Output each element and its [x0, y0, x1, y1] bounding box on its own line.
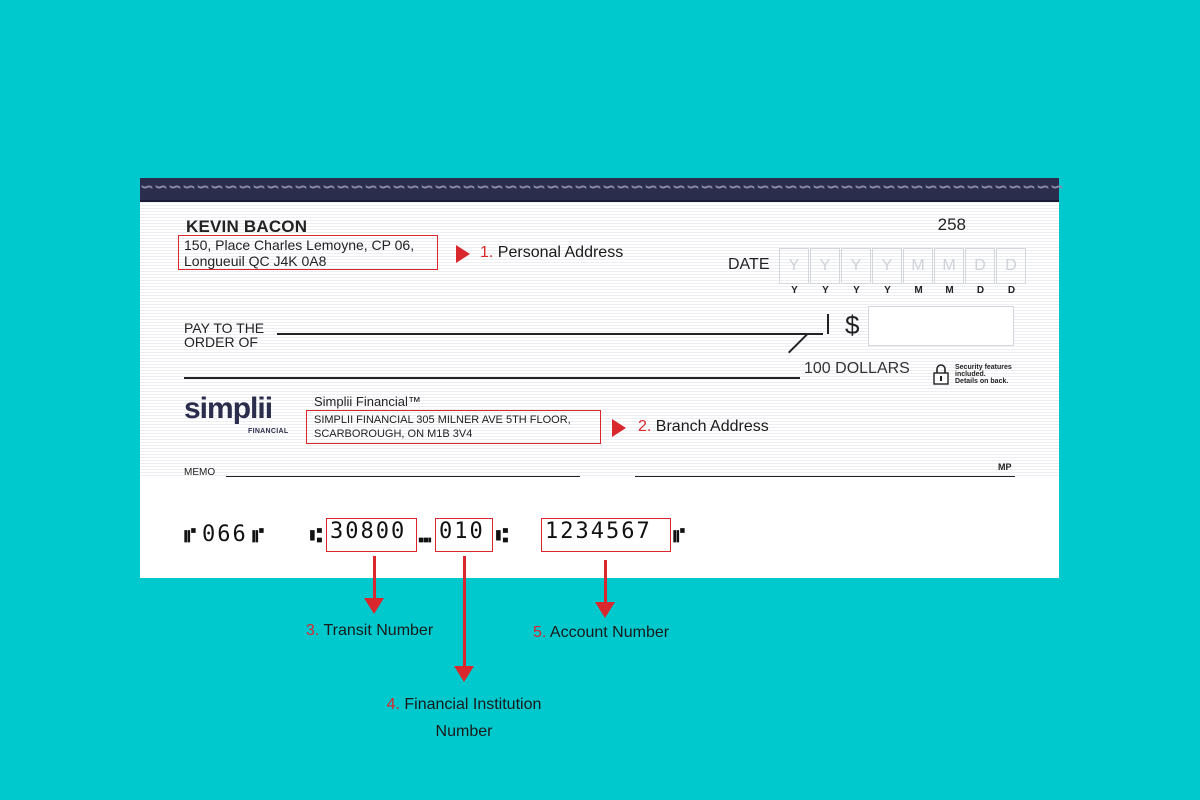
banner-wave-icon: ∽ — [602, 179, 616, 196]
banner-wave-icon: ∽ — [308, 179, 322, 196]
banner-wave-icon: ∽ — [966, 179, 980, 196]
pay-to-label-line2: ORDER OF — [184, 334, 258, 350]
date-box[interactable]: D — [965, 248, 995, 284]
banner-wave-icon: ∽ — [322, 179, 336, 196]
micr-cheque-number: 066 — [202, 522, 248, 547]
banner-wave-icon: ∽ — [154, 179, 168, 196]
banner-wave-icon: ∽ — [504, 179, 518, 196]
banner-wave-icon: ∽ — [392, 179, 406, 196]
banner-wave-icon: ∽ — [644, 179, 658, 196]
cheque-number: 258 — [937, 215, 966, 234]
banner-wave-icon: ∽ — [1008, 179, 1022, 196]
institution-number-box — [435, 518, 493, 552]
annotation-transit-number — [306, 622, 433, 640]
banner-wave-icon: ∽ — [812, 179, 826, 196]
banner-wave-icon: ∽ — [896, 179, 910, 196]
branch-address-line2: SCARBOROUGH, ON M1B 3V4 — [314, 428, 473, 440]
date-box[interactable]: Y — [841, 248, 871, 284]
micr-transit-symbol: ⑆ — [310, 523, 322, 547]
down-arrow-icon — [454, 666, 474, 682]
annotation-number: 2. — [638, 418, 652, 435]
banner-wave-icon: ∽ — [140, 179, 154, 196]
banner-wave-icon: ∽ — [168, 179, 182, 196]
banner-wave-icon: ∽ — [574, 179, 588, 196]
banner-wave-icon: ∽ — [476, 179, 490, 196]
banner-wave-icon: ∽ — [1036, 179, 1050, 196]
banner-wave-icon: ∽ — [490, 179, 504, 196]
branch-address-line1: SIMPLII FINANCIAL 305 MILNER AVE 5TH FLOOR, — [314, 414, 571, 426]
micr-account-number: 1234567 — [545, 519, 652, 544]
micr-institution-number: 010 — [439, 519, 485, 544]
security-note — [955, 364, 1012, 385]
date-box[interactable]: M — [903, 248, 933, 284]
date-format-letter: M — [914, 285, 923, 296]
banner-wave-icon: ∽ — [868, 179, 882, 196]
date-format-letter: D — [1007, 285, 1016, 296]
transit-number-box — [326, 518, 417, 552]
personal-address-line2: Longueuil QC J4K 0A8 — [184, 253, 327, 269]
micr-transit-symbol: ⑆ — [496, 523, 508, 547]
date-box[interactable]: M — [934, 248, 964, 284]
date-box[interactable]: Y — [779, 248, 809, 284]
down-arrow-icon — [595, 602, 615, 618]
annotation-label: Financial Institution — [404, 696, 542, 713]
date-field[interactable] — [779, 248, 1027, 284]
micr-dash-symbol: ⑉ — [419, 523, 431, 547]
date-box[interactable]: D — [996, 248, 1026, 284]
banner-wave-icon: ∽ — [280, 179, 294, 196]
banner-wave-icon: ∽ — [826, 179, 840, 196]
annotation-personal-address — [480, 244, 623, 262]
annotation-number: 1. — [480, 244, 494, 261]
pointer-arrow-icon — [456, 245, 470, 263]
account-holder-name: KEVIN BACON — [186, 217, 308, 236]
banner-wave-icon: ∽ — [924, 179, 938, 196]
banner-wave-icon: ∽ — [1022, 179, 1036, 196]
banner-wave-icon: ∽ — [238, 179, 252, 196]
pay-to-label-line1: PAY TO THE — [184, 320, 265, 336]
dollars-text: 100 DOLLARS — [804, 360, 910, 377]
banner-wave-icon: ∽ — [378, 179, 392, 196]
banner-wave-icon: ∽ — [658, 179, 672, 196]
banner-wave-icon: ∽ — [532, 179, 546, 196]
date-format-legend — [779, 285, 1027, 296]
annotation-label: Personal Address — [497, 244, 624, 261]
banner-wave-icon: ∽ — [448, 179, 462, 196]
cheque — [140, 178, 1064, 578]
banner-wave-icon: ∽ — [406, 179, 420, 196]
banner-wave-icon: ∽ — [980, 179, 994, 196]
account-number-box — [541, 518, 671, 552]
date-label: DATE — [728, 256, 770, 273]
banner-wave-icon: ∽ — [518, 179, 532, 196]
banner-wave-icon: ∽ — [1050, 179, 1064, 196]
banner-wave-icon: ∽ — [840, 179, 854, 196]
banner-wave-icon: ∽ — [588, 179, 602, 196]
annotation-label: Branch Address — [655, 418, 769, 435]
banner-wave-icon: ∽ — [910, 179, 924, 196]
banner-wave-icon: ∽ — [742, 179, 756, 196]
banner-wave-icon: ∽ — [336, 179, 350, 196]
banner-wave-icon: ∽ — [672, 179, 686, 196]
date-format-letter: M — [945, 285, 954, 296]
security-note-line3: Details on back. — [955, 378, 1009, 385]
annotation-number: 3. — [306, 622, 320, 639]
personal-address-line1: 150, Place Charles Lemoyne, CP 06, — [184, 237, 415, 253]
micr-on-us-symbol: ⑈ — [673, 523, 685, 547]
bank-name: Simplii Financial™ — [314, 394, 421, 409]
banner-wave-icon: ∽ — [728, 179, 742, 196]
banner-wave-icon: ∽ — [350, 179, 364, 196]
banner-wave-icon: ∽ — [630, 179, 644, 196]
micr-on-us-symbol: ⑈ — [252, 523, 264, 547]
date-format-letter: Y — [791, 285, 798, 296]
banner-wave-icon: ∽ — [882, 179, 896, 196]
banner-wave-icon: ∽ — [784, 179, 798, 196]
banner-wave-icon: ∽ — [798, 179, 812, 196]
banner-wave-icon: ∽ — [252, 179, 266, 196]
banner-wave-icon: ∽ — [952, 179, 966, 196]
pay-to-label — [184, 321, 264, 349]
banner-wave-icon: ∽ — [854, 179, 868, 196]
lock-icon — [933, 363, 949, 385]
mp-label: MP — [998, 462, 1012, 472]
banner-wave-icon: ∽ — [196, 179, 210, 196]
date-format-letter: Y — [822, 285, 829, 296]
banner-wave-icon: ∽ — [994, 179, 1008, 196]
annotation-number: 4. — [386, 696, 400, 713]
annotation-label-line2: Number — [435, 723, 493, 740]
banner-wave-icon: ∽ — [546, 179, 560, 196]
banner-wave-icon: ∽ — [770, 179, 784, 196]
banner-wave-icon: ∽ — [616, 179, 630, 196]
annotation-institution-number — [382, 691, 546, 745]
banner-wave-icon: ∽ — [462, 179, 476, 196]
down-arrow-icon — [364, 598, 384, 614]
annotation-branch-address — [638, 418, 769, 436]
annotation-label: Account Number — [549, 624, 670, 641]
security-note-line2: included. — [955, 371, 986, 378]
banner-wave-icon: ∽ — [182, 179, 196, 196]
transit-arrow-shaft — [373, 556, 376, 600]
date-format-letter: Y — [884, 285, 891, 296]
micr-transit-number: 30800 — [330, 519, 407, 544]
banner-wave-icon: ∽ — [434, 179, 448, 196]
banner-wave-icon: ∽ — [714, 179, 728, 196]
date-format-letter: Y — [853, 285, 860, 296]
cheque-banner — [140, 178, 1064, 202]
bank-logo-subtitle: FINANCIAL — [248, 428, 289, 435]
memo-line[interactable] — [226, 476, 580, 477]
annotation-account-number — [533, 624, 669, 642]
memo-label: MEMO — [184, 467, 216, 478]
banner-wave-icon: ∽ — [700, 179, 714, 196]
security-note-line1: Security features — [955, 364, 1012, 371]
pointer-arrow-icon — [612, 419, 626, 437]
banner-wave-icon: ∽ — [560, 179, 574, 196]
payee-line[interactable] — [277, 333, 823, 335]
banner-wave-icon: ∽ — [420, 179, 434, 196]
institution-arrow-shaft — [463, 556, 466, 668]
date-box[interactable]: Y — [810, 248, 840, 284]
account-arrow-shaft — [604, 560, 607, 604]
personal-address-box — [178, 235, 438, 270]
banner-wave-icon: ∽ — [210, 179, 224, 196]
banner-wave-icon: ∽ — [266, 179, 280, 196]
banner-wave-icon: ∽ — [294, 179, 308, 196]
banner-wave-icon: ∽ — [224, 179, 238, 196]
signature-line[interactable] — [635, 476, 1015, 477]
amount-words-line[interactable] — [184, 377, 800, 379]
payee-line-end — [827, 314, 829, 334]
banner-wave-icon: ∽ — [756, 179, 770, 196]
banner-wave-icon: ∽ — [686, 179, 700, 196]
dollar-sign: $ — [845, 310, 860, 340]
amount-field[interactable] — [868, 306, 1014, 346]
banner-wave-icon: ∽ — [364, 179, 378, 196]
date-format-letter: D — [976, 285, 985, 296]
annotation-number: 5. — [533, 624, 547, 641]
banner-wave-icon: ∽ — [938, 179, 952, 196]
branch-address-box — [306, 410, 601, 444]
bank-logo: simplii — [184, 392, 273, 425]
annotation-label: Transit Number — [323, 622, 434, 639]
date-box[interactable]: Y — [872, 248, 902, 284]
micr-on-us-symbol: ⑈ — [184, 523, 196, 547]
